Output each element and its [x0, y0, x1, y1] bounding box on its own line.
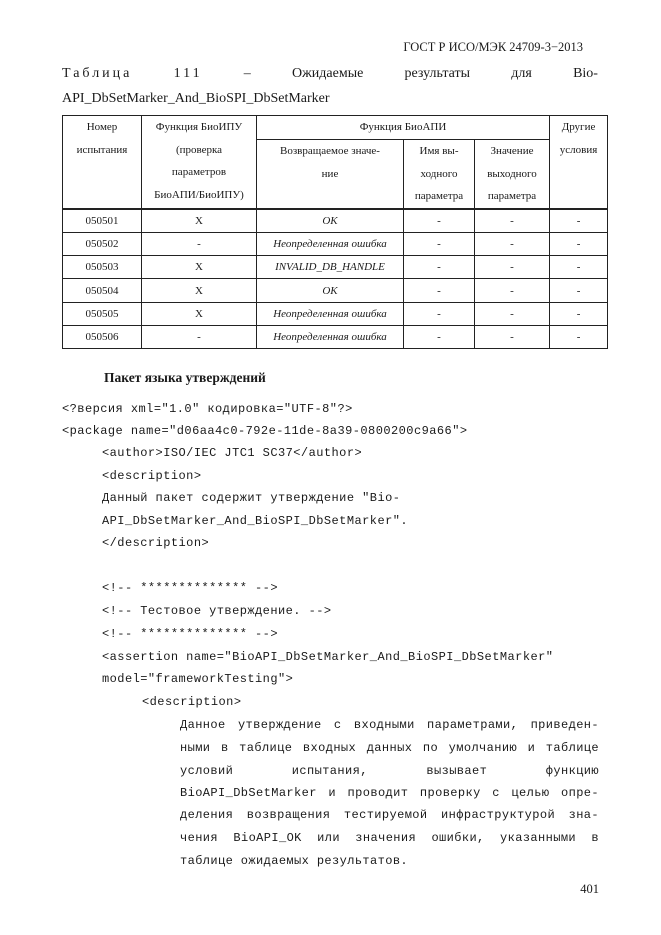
- table-row: [63, 256, 608, 279]
- cell-output-name: -: [404, 209, 475, 233]
- cell-output-name: -: [404, 302, 475, 325]
- caption-word: –: [243, 66, 251, 81]
- description-close-tag: </description>: [102, 536, 210, 550]
- cell-return-value: Неопределенная ошибка: [257, 325, 404, 348]
- caption-word: результаты: [404, 66, 471, 81]
- caption-word: Таблица: [62, 66, 133, 81]
- xml-comment: <!-- Тестовое утверждение. -->: [102, 604, 332, 618]
- author-element: <author>ISO/IEC JTC1 SC37</author>: [102, 446, 363, 460]
- caption-word: для: [511, 66, 532, 81]
- assertion-description-line: деления возвращения тестируемой инфраструктурой зна-: [180, 808, 599, 822]
- assertion-description-line: таблице ожидаемых результатов.: [180, 854, 409, 868]
- assertion-description-line: ными в таблице входных данных по умолчанию и таблице: [180, 741, 599, 755]
- cell-other: -: [550, 302, 608, 325]
- description-open-tag: <description>: [102, 469, 202, 483]
- table-row: [63, 279, 608, 302]
- cell-return-value: Неопределенная ошибка: [257, 302, 404, 325]
- cell-other: -: [550, 232, 608, 255]
- xml-declaration: <?версия xml="1.0" кодировка="UTF-8"?>: [62, 402, 353, 416]
- description-word: функцию: [545, 764, 599, 778]
- cell-test-number: 050505: [63, 302, 142, 325]
- cell-other: -: [550, 279, 608, 302]
- xml-comment: <!-- ************** -->: [102, 581, 278, 595]
- assertion-model-attr: model="frameworkTesting">: [102, 672, 294, 686]
- header-output-value: Значение выходного параметра: [475, 140, 550, 209]
- description-text: API_DbSetMarker_And_BioSPI_DbSetMarker".: [102, 514, 409, 528]
- cell-output-value: -: [475, 279, 550, 302]
- cell-return-value: OK: [257, 209, 404, 233]
- cell-output-value: -: [475, 325, 550, 348]
- cell-test-number: 050506: [63, 325, 142, 348]
- assertion-open-tag: <assertion name="BioAPI_DbSetMarker_And_BioSPI_DbSetMarker": [102, 650, 554, 664]
- cell-other: -: [550, 256, 608, 279]
- table-row: [63, 232, 608, 255]
- cell-output-name: -: [404, 232, 475, 255]
- cell-return-value: INVALID_DB_HANDLE: [257, 256, 404, 279]
- cell-test-number: 050503: [63, 256, 142, 279]
- table-caption: [62, 66, 598, 82]
- header-output-name: Имя вы- ходного параметра: [404, 140, 475, 209]
- cell-return-value: OK: [257, 279, 404, 302]
- table-row: [63, 302, 608, 325]
- cell-test-number: 050504: [63, 279, 142, 302]
- cell-other: -: [550, 209, 608, 233]
- xml-comment: <!-- ************** -->: [102, 627, 278, 641]
- cell-return-value: Неопределенная ошибка: [257, 232, 404, 255]
- header-return-value: Возвращаемое значе- ние: [257, 140, 404, 209]
- cell-other: -: [550, 325, 608, 348]
- cell-output-value: -: [475, 209, 550, 233]
- header-bioapi-function: Функция БиоАПИ: [257, 116, 550, 140]
- table-row: [63, 209, 608, 233]
- caption-word: Bio-: [573, 66, 598, 81]
- cell-bioipu: X: [142, 256, 257, 279]
- assertion-description-line: BioAPI_DbSetMarker и проводит проверку с целью опре-: [180, 786, 599, 800]
- cell-bioipu: X: [142, 302, 257, 325]
- header-test-number: Номер испытания: [63, 116, 142, 209]
- cell-output-value: -: [475, 256, 550, 279]
- cell-bioipu: X: [142, 279, 257, 302]
- header-other-conditions: Другие условия: [550, 116, 608, 209]
- header-bioipu-function: Функция БиоИПУ (проверка параметров БиоАПИ/БиоИПУ): [142, 116, 257, 209]
- cell-output-name: -: [404, 279, 475, 302]
- cell-output-value: -: [475, 232, 550, 255]
- running-head: ГОСТ Р ИСО/МЭК 24709-3−2013: [403, 40, 583, 54]
- description-word: условий: [180, 764, 234, 778]
- assertion-description-line: [180, 764, 599, 778]
- description-word: испытания,: [291, 764, 368, 778]
- assertion-description-open-tag: <description>: [142, 695, 242, 709]
- description-text: Данный пакет содержит утверждение "Bio-: [102, 491, 401, 505]
- table-row: [63, 325, 608, 348]
- table-caption-continued: API_DbSetMarker_And_BioSPI_DbSetMarker: [62, 91, 330, 106]
- page-number: 401: [580, 882, 599, 896]
- assertion-description-line: Данное утверждение с входными параметрами, приведен-: [180, 718, 599, 732]
- cell-test-number: 050501: [63, 209, 142, 233]
- expected-results-table: [62, 115, 608, 349]
- cell-output-value: -: [475, 302, 550, 325]
- cell-output-name: -: [404, 325, 475, 348]
- cell-bioipu: X: [142, 209, 257, 233]
- caption-word: Ожидаемые: [292, 66, 364, 81]
- package-open-tag: <package name="d06aa4c0-792e-11de-8a39-0800200c9a66">: [62, 424, 468, 438]
- description-word: вызывает: [426, 764, 488, 778]
- assertion-description-line: чения BioAPI_OK или значения ошибки, указанными в: [180, 831, 599, 845]
- caption-word: 111: [173, 66, 203, 81]
- section-title: Пакет языка утверждений: [104, 370, 266, 385]
- cell-bioipu: -: [142, 325, 257, 348]
- cell-test-number: 050502: [63, 232, 142, 255]
- cell-bioipu: -: [142, 232, 257, 255]
- cell-output-name: -: [404, 256, 475, 279]
